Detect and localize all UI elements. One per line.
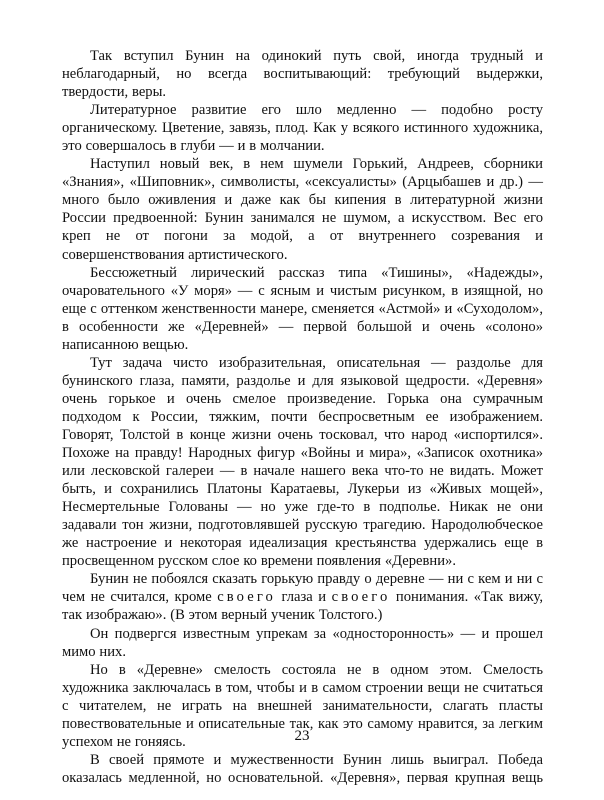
paragraph: Так вступил Бунин на одинокий путь свой, иногда трудный и неблагодарный, но всегда воспитывающий: требующий выдержки, твердости, веры. (62, 48, 543, 101)
paragraph: Он подвергся известным упрекам за «односторонность» — и прошел мимо них. (62, 625, 543, 660)
paragraph-with-emphasis (62, 570, 543, 624)
paragraph-segment: понимания. «Так вижу, так изображаю». (В этом верный ученик Толстого.) (62, 589, 543, 624)
paragraph: В своей прямоте и мужественности Бунин лишь выиграл. Победа оказалась медленной, но основательной. «Деревня», первая крупная вещь (62, 751, 543, 786)
page-text-block (62, 47, 543, 800)
paragraph: Наступил новый век, в нем шумели Горький, Андреев, сборники «Знания», «Шиповник», символисты, «сексуалисты» (Арцыбашев и др.) — много было оживления и даже как бы кипения в литературной жизни России предвоенной: Бунин занимался не шумом, а искусством. Вес его креп не от погони за модой, а от внутреннего созревания и совершенствования артистического. (62, 156, 543, 263)
letterspaced-emphasis: своего (217, 589, 276, 606)
letterspaced-emphasis: своего (331, 589, 391, 606)
paragraph-segment: глаза и (275, 589, 332, 606)
page-number: 23 (294, 728, 310, 744)
paragraph: Бессюжетный лирический рассказ типа «Тишины», «Надежды», очаровательного «У моря» — с ясным и чистым рисунком, в изящной, но еще с оттенком женственности манере, сменяется «Астмой» и «Суходолом», в особенности же «Деревней» — первой большой и очень «солоно» написанною вещью. (62, 264, 543, 353)
paragraph: Но в «Деревне» смелость состояла не в одном этом. Смелость художника заключалась в том, чтобы и в самом строении вещи не считаться с читателем, не играть на внешней занимательности, слагать пласты повествовательные и описательные так, как это самому нравится, за легким успехом не гоняясь. (62, 661, 543, 750)
paragraph-segment: Бунин не побоялся сказать горькую правду о деревне — ни с кем и ни с чем не считался, кроме (62, 571, 543, 606)
paragraph: Литературное развитие его шло медленно — подобно росту органическому. Цветение, завязь, плод. Как у всякого истинного художника, это совершалось в глуби — и в молчании. (62, 102, 543, 155)
paragraph: Тут задача чисто изобразительная, описательная — раздолье для бунинского глаза, памяти, раздолье и для языковой щедрости. «Деревня» очень горькое и очень смелое произведение. Горька она сумрачным подходом к России, тяжким, почти беспросветным ее изображением. Говорят, Толстой в конце жизни очень тосковал, что народ «испортился». Похоже на правду! Народных фигур «Войны и мира», «Записок охотника» или лесковской галереи — в начале нашего века что-то не видать. Может быть, и сохранились Платоны Каратаевы, Лукерьи из «Живых мощей», Несмертельные Голованы — но уже где-то в подполье. Никак не они задавали тон жизни, подготовлявшей русскую трагедию. Народолюбческое же настроение и некоторая идеализация крестьянства удержались еще в просвещенном русском слое ко времени появления «Деревни». (62, 354, 543, 570)
